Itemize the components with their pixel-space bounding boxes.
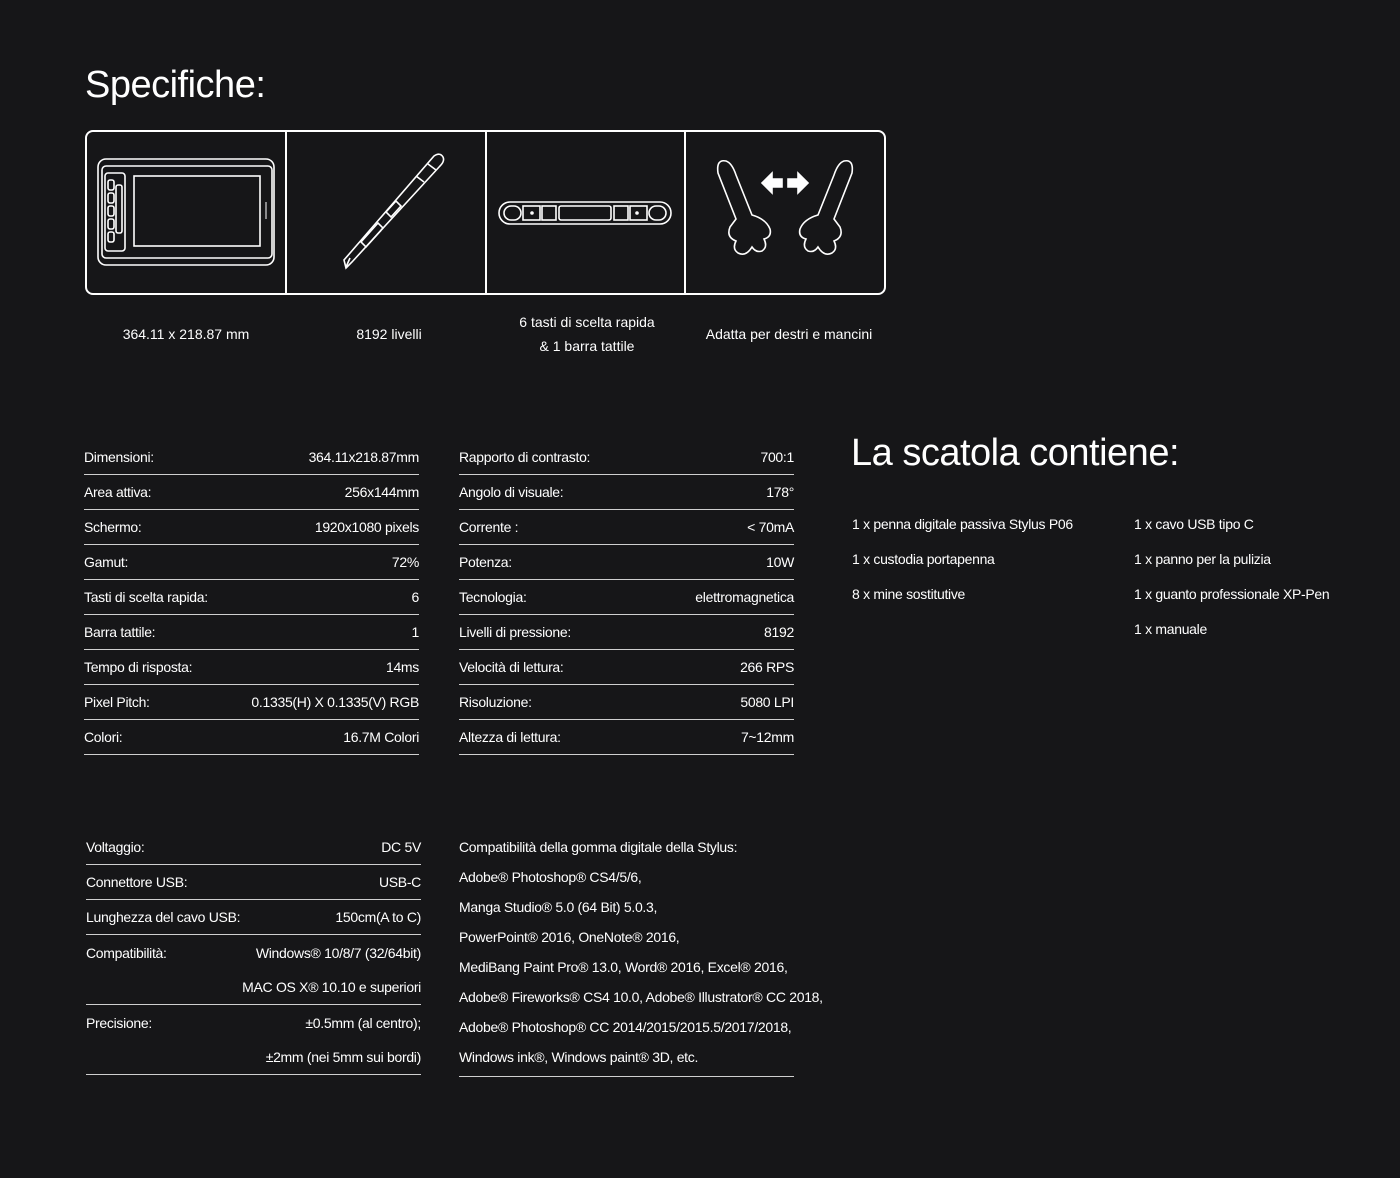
feature-caption-pen [289, 322, 489, 346]
spec-label: Dimensioni: [84, 449, 154, 465]
spec-row [84, 545, 419, 580]
spec-label: Pixel Pitch: [84, 694, 150, 710]
box-item: 1 x cavo USB tipo C [1134, 516, 1254, 532]
tablet-icon [96, 157, 276, 269]
spec-row [459, 685, 794, 720]
spec-value: 10W [766, 554, 794, 570]
spec-label: Lunghezza del cavo USB: [86, 909, 241, 925]
spec-value: ±2mm (nei 5mm sui bordi) [265, 1049, 421, 1065]
feature-cell-tablet [87, 132, 287, 293]
box-item: 1 x manuale [1134, 621, 1207, 637]
spec-row [459, 510, 794, 545]
caption-line: 364.11 x 218.87 mm [122, 326, 250, 342]
spec-table-bottom [86, 830, 421, 1075]
box-item: 1 x panno per la pulizia [1134, 551, 1271, 567]
spec-value: 8192 [764, 624, 794, 640]
spec-value: 178° [766, 484, 794, 500]
spec-row [459, 545, 794, 580]
stylus-pen-icon [316, 148, 456, 278]
spec-row [86, 935, 421, 970]
spec-row [459, 650, 794, 685]
spec-value: 7~12mm [740, 729, 794, 745]
spec-value: USB-C [378, 874, 421, 890]
box-contents-list-left [852, 514, 1073, 619]
left-right-hands-icon [710, 155, 860, 270]
compat-line: Adobe® Fireworks® CS4 10.0, Adobe® Illustrator® CC 2018, [459, 989, 823, 1005]
spec-value: 266 RPS [740, 659, 794, 675]
compat-line: Windows ink®, Windows paint® 3D, etc. [459, 1049, 699, 1065]
box-contents-list-right [1134, 514, 1329, 654]
spec-row [86, 865, 421, 900]
spec-value: < 70mA [747, 519, 794, 535]
spec-row [459, 720, 794, 755]
spec-label: Voltaggio: [86, 839, 145, 855]
compat-line: Adobe® Photoshop® CC 2014/2015/2015.5/2017/2018, [459, 1019, 792, 1035]
spec-value: ±0.5mm (al centro); [305, 1014, 421, 1031]
box-item: 1 x penna digitale passiva Stylus P06 [852, 516, 1073, 532]
spec-label: Tasti di scelta rapida: [84, 589, 208, 605]
spec-label: Colori: [84, 729, 123, 745]
spec-row [459, 615, 794, 650]
compat-line: Adobe® Photoshop® CS4/5/6, [459, 869, 642, 885]
feature-caption-tablet [86, 322, 286, 346]
spec-table-right [459, 440, 794, 755]
spec-label: Tempo di risposta: [84, 659, 193, 675]
caption-line: 6 tasti di scelta rapida [519, 314, 655, 330]
spec-label: Potenza: [459, 554, 512, 570]
box-item: 8 x mine sostitutive [852, 586, 966, 602]
spec-row [84, 615, 419, 650]
caption-line: & 1 barra tattile [539, 338, 635, 354]
spec-label: Connettore USB: [86, 874, 188, 890]
compat-line: Manga Studio® 5.0 (64 Bit) 5.0.3, [459, 899, 658, 915]
eraser-compatibility-list [459, 837, 823, 1077]
spec-label: Angolo di visuale: [459, 484, 564, 500]
spec-row [84, 440, 419, 475]
spec-label: Gamut: [84, 554, 129, 570]
spec-label: Compatibilità: [86, 944, 167, 961]
feature-caption-hands [689, 322, 889, 346]
spec-label: Livelli di pressione: [459, 624, 571, 640]
feature-caption-express-keys [487, 310, 687, 358]
spec-value: 700:1 [760, 449, 794, 465]
spec-value: 14ms [385, 659, 419, 675]
spec-value: 364.11x218.87mm [308, 449, 419, 465]
caption-line: Adatta per destri e mancini [705, 326, 873, 342]
spec-label: Tecnologia: [459, 589, 527, 605]
spec-row [459, 475, 794, 510]
spec-value: DC 5V [381, 839, 421, 855]
spec-value: 1 [411, 624, 419, 640]
spec-value: 16.7M Colori [343, 729, 419, 745]
box-item: 1 x custodia portapenna [852, 551, 995, 567]
spec-value: 150cm(A to C) [335, 909, 421, 925]
specs-title: Specifiche: [85, 64, 266, 106]
spec-row [86, 830, 421, 865]
spec-label: Corrente : [459, 519, 519, 535]
express-keys-icon [497, 198, 673, 228]
spec-row [84, 650, 419, 685]
spec-row [84, 475, 419, 510]
spec-value: Windows® 10/8/7 (32/64bit) [255, 944, 421, 961]
spec-row [459, 440, 794, 475]
spec-label: Precisione: [86, 1014, 152, 1031]
spec-row [84, 580, 419, 615]
spec-value: 0.1335(H) X 0.1335(V) RGB [251, 694, 419, 710]
spec-value: 1920x1080 pixels [314, 519, 419, 535]
spec-value: 6 [411, 589, 419, 605]
spec-row [86, 970, 421, 1005]
spec-label: Area attiva: [84, 484, 152, 500]
spec-row [86, 1005, 421, 1040]
spec-value: 72% [391, 554, 419, 570]
spec-value: elettromagnetica [695, 589, 794, 605]
spec-row [84, 510, 419, 545]
spec-label: Rapporto di contrasto: [459, 449, 591, 465]
spec-value: 256x144mm [344, 484, 419, 500]
feature-cell-pen [287, 132, 487, 293]
feature-cell-hands [686, 132, 884, 293]
compat-line: PowerPoint® 2016, OneNote® 2016, [459, 929, 680, 945]
box-contents-title: La scatola contiene: [851, 432, 1180, 474]
spec-row [86, 900, 421, 935]
spec-label: Altezza di lettura: [459, 729, 561, 745]
compat-line: MediBang Paint Pro® 13.0, Word® 2016, Excel® 2016, [459, 959, 788, 975]
spec-label: Velocità di lettura: [459, 659, 564, 675]
spec-value: 5080 LPI [740, 694, 794, 710]
compat-line: Compatibilità della gomma digitale della Stylus: [459, 839, 738, 855]
caption-line: 8192 livelli [356, 326, 422, 342]
compat-divider [459, 1076, 794, 1077]
spec-row [86, 1040, 421, 1075]
spec-table-left [84, 440, 419, 755]
feature-cell-express-keys [487, 132, 687, 293]
box-item: 1 x guanto professionale XP-Pen [1134, 586, 1330, 602]
spec-label: Barra tattile: [84, 624, 156, 640]
spec-label: Risoluzione: [459, 694, 532, 710]
spec-row [84, 720, 419, 755]
spec-row [459, 580, 794, 615]
feature-icons-box [85, 130, 886, 295]
spec-value: MAC OS X® 10.10 e superiori [242, 979, 421, 995]
spec-row [84, 685, 419, 720]
spec-label: Schermo: [84, 519, 142, 535]
